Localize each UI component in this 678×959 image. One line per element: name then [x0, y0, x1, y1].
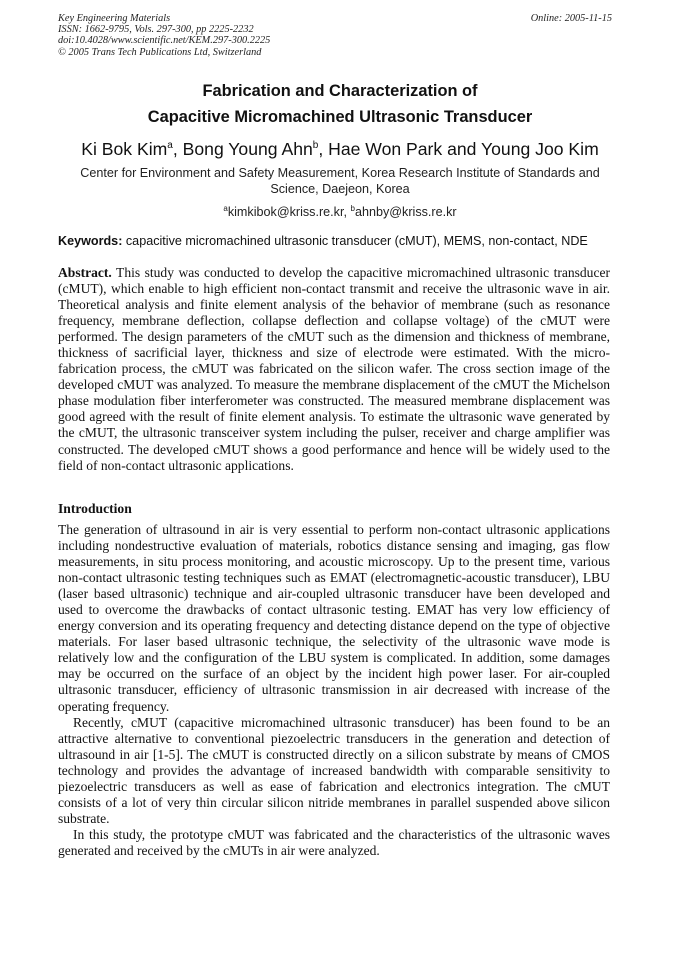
online-date: Online: 2005-11-15 — [530, 13, 612, 24]
paragraph: In this study, the prototype cMUT was fabricated and the characteristics of the ultrasonic waves generated and received by the cMUTs in air were analyzed. — [58, 826, 610, 858]
author-affiliation-mark: a — [167, 140, 173, 151]
journal-name: Key Engineering Materials — [58, 13, 171, 24]
email-mark: b — [350, 204, 355, 213]
author-name: Ki Bok Kim — [81, 139, 168, 159]
keywords-label: Keywords: — [58, 234, 123, 248]
affiliation-line-2: Science, Daejeon, Korea — [270, 182, 410, 196]
issn-line: ISSN: 1662-9795, Vols. 297-300, pp 2225-2232 — [58, 24, 254, 36]
abstract — [58, 265, 610, 474]
publication-info — [58, 13, 270, 58]
email-mark: a — [223, 204, 228, 213]
paper-title-line-2: Capacitive Micromachined Ultrasonic Transducer — [147, 108, 533, 126]
keywords-text: capacitive micromachined ultrasonic transducer (cMUT), MEMS, non-contact, NDE — [122, 234, 588, 248]
author-list — [40, 138, 640, 160]
affiliation — [40, 165, 640, 197]
abstract-label: Abstract. — [58, 265, 112, 280]
title-block — [40, 78, 640, 220]
author-emails — [40, 204, 640, 220]
keywords — [58, 233, 618, 249]
abstract-text: This study was conducted to develop the capacitive micromachined ultrasonic transducer (cMUT), which enable to high efficient non-contact transmit and receive the ultrasonic wave in air. Theoretical analysis and finite element analysis of the behavior of membrane (such as resonance frequency, membrane deflection, collapse deflection and collapse voltage) of the cMUT were performed. The design parameters of the cMUT such as the dimension and thickness of membrane, thickness of sacrificial layer, thickness and size of electrode were estimated. With the micro-fabrication process, the cMUT was fabricated on the silicon wafer. The cross section image of the developed cMUT was analyzed. To measure the membrane displacement of the cMUT the Michelson phase modulation fiber interferometer was constructed. The measured membrane displacement was good agreed with the result of finite element analysis. To estimate the ultrasonic wave generated by the cMUT, the ultrasonic transceiver system including the pulser, receiver and charge amplifier was constructed. The developed cMUT shows a good performance and hence will be widely used to the field of non-contact ultrasonic applications. — [58, 265, 610, 473]
author-name: Hae Won Park and Young Joo Kim — [328, 139, 599, 159]
paragraph: Recently, cMUT (capacitive micromachined ultrasonic transducer) has been found to be an attractive alternative to conventional piezoelectric transducers in the generation and detection of ultrasound in air [1-5]. The cMUT is constructed directly on a silicon substrate by means of CMOS technology and provides the advantage of increased bandwidth with comparable sensitivity to piezoelectric transducers as well as ease of fabrication and electronics integration. The cMUT consists of a lot of very thin circular silicon nitride membranes in parallel suspended above silicon substrate. — [58, 714, 610, 826]
affiliation-line-1: Center for Environment and Safety Measurement, Korea Research Institute of Standards and — [80, 166, 600, 180]
author-affiliation-mark: b — [312, 140, 319, 151]
author-separator: , — [318, 139, 329, 159]
paragraph: The generation of ultrasound in air is very essential to perform non-contact ultrasonic applications including nondestructive evaluation of materials, robotics distance sensing and imaging, gas flow measurements, in situ process monitoring, and acoustic microscopy. Up to the present time, various non-contact ultrasonic testing techniques such as EMAT (electromagnetic-acoustic transducer), LBU (laser based ultrasonic) technique and air-coupled ultrasonic transducer have been developed and used to overcome the drawbacks of contact ultrasonic testing. EMAT has very low efficiency of energy conversion and its operating frequency and detecting distance depend on the type of objective materials. For laser based ultrasonic technique, the selectivity of the ultrasonic wave mode is relatively low and the configuration of the LBU system is complicated. In addition, some damages may be occurred on the surface of an object by the incident high power laser. For air-coupled ultrasonic transducer, efficiency of ultrasonic transmission in air decreased with increase of the operating frequency. — [58, 522, 610, 714]
copyright-line: © 2005 Trans Tech Publications Ltd, Switzerland — [58, 46, 262, 58]
section-heading-introduction: Introduction — [58, 501, 132, 516]
introduction-body — [58, 522, 610, 859]
author-name: Bong Young Ahn — [182, 139, 313, 159]
email-link[interactable]: ahnby@kriss.re.kr — [354, 205, 457, 219]
author-separator: , — [172, 139, 183, 159]
paper-title-line-1: Fabrication and Characterization of — [202, 82, 478, 100]
doi-line: doi:10.4028/www.scientific.net/KEM.297-300.2225 — [58, 35, 271, 47]
email-separator: , — [343, 205, 351, 219]
email-link[interactable]: kimkibok@kriss.re.kr — [227, 205, 344, 219]
